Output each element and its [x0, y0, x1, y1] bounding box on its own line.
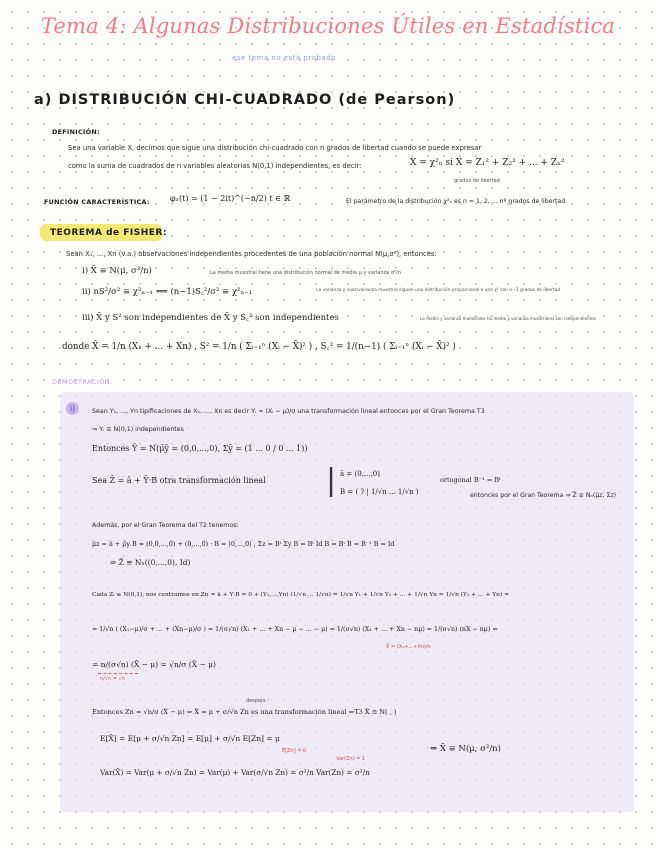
fisher-donde: donde X̄ = 1/n (X₁ + ... + Xn) , S² = 1/n ( Σᵢ₌₁ⁿ (Xᵢ − X̄)² ) , S꜀² = 1/(n−1) ( Σᵢ₌₁ⁿ (Xᵢ − X̄)² ): [62, 342, 456, 352]
demo-line-8: Cada Zᵢ ≡ N(0,1), nos centramos en Zn = ā + Ȳ·B = 0 + (Y₁,...,Yn) (1/√n ... 1/√n) = 1/√n Y₁ + 1/√n Y₂ + ... + 1/√n Yn = 1/√n (Y₁ + ... + Yn) =: [92, 592, 510, 598]
demo-line-9: = 1/√n ( (X₁−μ)/σ + ... + (Xn−μ)/σ ) = 1/(σ√n) (X₁ + ... + Xn − μ − ... − μ) = 1/(σ√n) (X₁ + ... + Xn − nμ) = 1/(σ√n) (nX̄ − nμ) =: [92, 626, 498, 633]
fisher-item-ii-note: La varianza y cuasivarianza muestral siguen una distribución proporcional a una χ² con n−1 grados de libertad: [316, 288, 561, 293]
fisher-item-i-note: La media muestral tiene una distribución normal de media μ y varianza σ²/n: [210, 270, 401, 276]
definicion-line1: Sea una variable X, decimos que sigue una distribución chi-cuadrado con n grados de libertad cuando se puede expresar: [68, 144, 482, 152]
demo-line-3: Entonces Ȳ = N(μ̄ȳ = (0,0,...,0), Σȳ = (1 ... 0 / 0 ... 1)): [92, 444, 308, 453]
fisher-item-i: i) X̄ ≡ N(μ, σ²/n): [82, 266, 152, 276]
demostracion-box: [60, 392, 634, 812]
demo-result: entonces por el Gran Teorema ⇒ Z̄ ≡ Nₙ(μ̄z, Σz): [470, 492, 617, 499]
demo-line-5: Además, por el Gran Teorema del T2 tenemos:: [92, 522, 239, 529]
fisher-label: TEOREMA de FISHER:: [50, 228, 167, 238]
demo-line-2: ⇒ Yᵢ ≡ N(0,1) independientes: [92, 426, 184, 433]
fisher-item-iii-note: La media y varianza muestrales (la media y varianza muestrales) son independientes: [420, 316, 596, 321]
demo-line-13-note: Var(Zn) = 1: [336, 756, 366, 762]
definicion-formula: X = χ²ₙ si X = Z₁² + Z₂² + ... + Zₙ²: [410, 158, 565, 168]
demo-line-10-note: n/√n = √n: [100, 676, 125, 682]
section-heading: a) DISTRIBUCIÓN CHI-CUADRADO (de Pearson): [34, 92, 456, 108]
demo-line-12: E[X̄] = E[μ + σ/√n Zn] = E[μ] + σ/√n E[Zn] = μ: [100, 734, 280, 743]
demo-line-10: = n/(σ√n) (X̄ − μ) = √n/σ (X̄ − μ): [92, 660, 216, 669]
demo-brace-b: B = ( ? | 1/√n ... 1/√n ): [340, 488, 419, 496]
definicion-line2: como la suma de cuadrados de n variables aleatorias N(0,1) independientes, es decir:: [68, 162, 362, 170]
demo-line-11-note: despejo: [246, 698, 266, 704]
demostracion-label: DEMOSTRACIÓN:: [52, 378, 113, 386]
subtitle-note: ese tema no está probado: [232, 54, 336, 62]
fisher-item-ii: ii) nS²/σ² ≡ χ²ₙ₋₁ ⟺ (n−1)S꜀²/σ² ≡ χ²ₙ₋₁: [82, 287, 253, 297]
demo-brace-a: ā = (0,...,0): [340, 470, 380, 478]
step-number-badge: i): [66, 402, 79, 415]
demo-line-7: ⇒ Z̄ ≡ Nₙ((0,...,0), Id): [110, 558, 191, 567]
definicion-label: DEFINICIÓN:: [52, 128, 100, 136]
definicion-formula-note: grados de libertad: [454, 178, 500, 184]
red-underline-1: [98, 673, 138, 675]
demo-line-11: Entonces Zn = √n/σ (X̄ − μ) ⇒ X̄ = μ + σ/√n Zn es una transformación lineal ⇒T3 X̄ ≡ N( , ): [92, 708, 397, 716]
fisher-item-iii: iii) X̄ y S² son independientes de X̄ y S꜀² son independientes: [82, 313, 339, 323]
demo-line-12-result: ⇒ X̄ ≡ N(μ, σ²/n): [430, 744, 501, 754]
demo-line-9-note: X̄ = (X₁+...+Xn)/n: [386, 644, 431, 650]
funcion-formula: φₓ(t) = (1 − 2it)^(−n/2) t ∈ ℝ: [170, 194, 291, 203]
page-title: Tema 4: Algunas Distribuciones Útiles en Estadística: [40, 14, 616, 38]
demo-line-6: μ̄z = ā + μ̄y B = (0,0,...,0) + (0,...,0) · B = (0,...,0) , Σz = Bᵗ Σy B = Bᵗ Id B = Bᵗ B = B⁻¹ B = Id: [92, 540, 395, 548]
demo-line-4: Sea Z̄ = ā + Ȳ·B otra transformación lineal: [92, 476, 266, 485]
funcion-label: FUNCIÓN CARACTERÍSTICA:: [44, 198, 150, 206]
demo-line-1: Sean Y₁, ..., Yn tipificaciones de X₁, ..., Xn es decir Yᵢ = (Xᵢ − μ)/σ una transformación lineal entonces por el Gran Teorema T3: [92, 408, 485, 415]
brace-left: |: [326, 463, 337, 498]
demo-ortho: ortogonal B⁻¹ = Bᵗ: [440, 476, 501, 484]
fisher-intro: Sean X₁, ..., Xn (v.a.) observaciones independientes procedentes de una población normal N(μ,σ²), entonces:: [66, 250, 437, 258]
demo-line-12-note: E[Zn] = 0: [282, 748, 307, 754]
demo-line-13: Var(X̄) = Var(μ + σ/√n Zn) = Var(μ) + Var(σ/√n Zn) = σ²/n Var(Zn) = σ²/n: [100, 768, 370, 777]
funcion-param: El parámetro de la distribución χ²ₙ es n = 1, 2, ... nº grados de libertad: [346, 198, 566, 205]
